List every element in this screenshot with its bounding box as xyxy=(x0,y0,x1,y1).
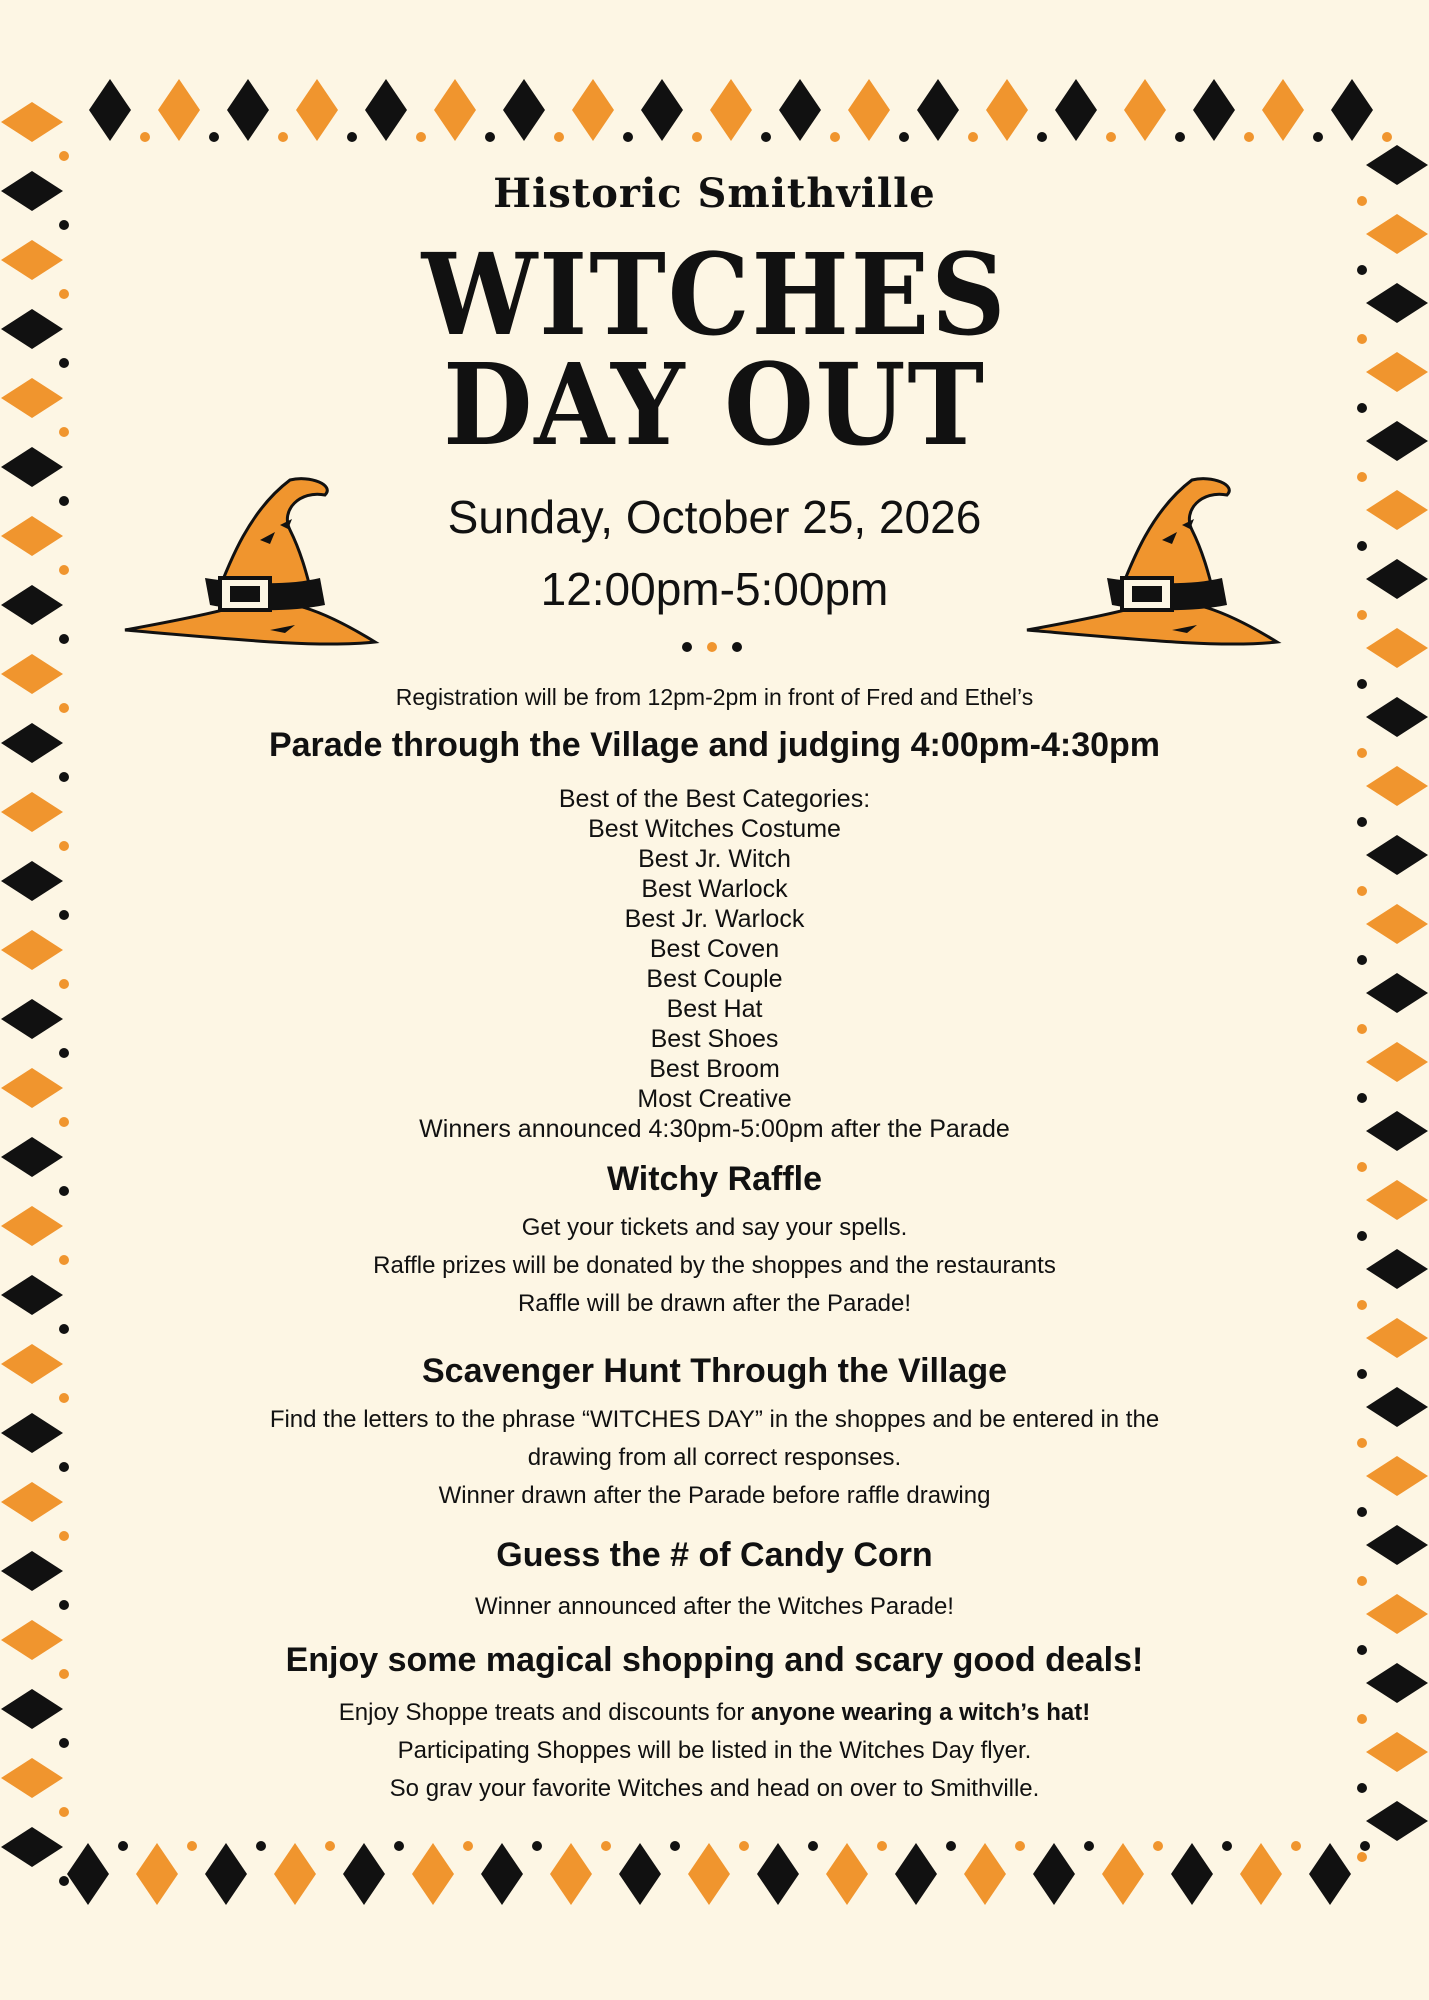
scavenger-section xyxy=(0,1352,1429,1391)
border-dot xyxy=(1244,132,1254,142)
border-diamond xyxy=(1240,1843,1282,1905)
border-diamond xyxy=(641,79,683,141)
border-dot xyxy=(1153,1841,1163,1851)
border-diamond xyxy=(550,1843,592,1905)
categories-list xyxy=(0,784,1429,1144)
border-dot xyxy=(278,132,288,142)
border-dot xyxy=(1015,1841,1025,1851)
border-dot xyxy=(808,1841,818,1851)
shopping-line xyxy=(0,1694,1429,1732)
border-diamond xyxy=(227,79,269,141)
list-item: Best Coven xyxy=(649,935,780,963)
border-dot xyxy=(554,132,564,142)
border-dot xyxy=(1313,132,1323,142)
border-dot xyxy=(1360,1841,1370,1851)
list-item: Best Shoes xyxy=(650,1025,779,1053)
candy-section xyxy=(0,1536,1429,1575)
border-dot xyxy=(59,220,69,230)
list-item: Best Witches Costume xyxy=(588,815,841,843)
border-diamond xyxy=(1055,79,1097,141)
parade-heading: Parade through the Village and judging 4:00pm-4:30pm xyxy=(268,726,1161,764)
border-dot xyxy=(946,1841,956,1851)
border-diamond xyxy=(779,79,821,141)
border-diamond xyxy=(986,79,1028,141)
border-diamond xyxy=(1,378,63,418)
border-diamond xyxy=(503,79,545,141)
border-diamond xyxy=(412,1843,454,1905)
border-dot xyxy=(1357,1852,1367,1862)
border-dot xyxy=(59,1876,69,1886)
border-dot xyxy=(601,1841,611,1851)
border-dot xyxy=(623,132,633,142)
border-dot xyxy=(1037,132,1047,142)
border-diamond xyxy=(757,1843,799,1905)
border-diamond xyxy=(1366,352,1428,392)
border-dot xyxy=(692,132,702,142)
list-item: Most Creative xyxy=(637,1085,792,1113)
border-diamond xyxy=(619,1843,661,1905)
candy-heading: Guess the # of Candy Corn xyxy=(496,1536,933,1574)
border-dot xyxy=(59,1807,69,1817)
border-dot xyxy=(59,151,69,161)
list-item: Best Jr. Warlock xyxy=(624,905,805,933)
raffle-heading: Witchy Raffle xyxy=(606,1160,823,1198)
border-dot xyxy=(256,1841,266,1851)
border-dot xyxy=(1106,132,1116,142)
border-dot xyxy=(485,132,495,142)
border-dot xyxy=(968,132,978,142)
border-diamond xyxy=(67,1843,109,1905)
border-diamond xyxy=(1033,1843,1075,1905)
event-date: Sunday, October 25, 2026 xyxy=(447,491,982,543)
border-diamond xyxy=(826,1843,868,1905)
border-dot xyxy=(670,1841,680,1851)
border-dot xyxy=(140,132,150,142)
border-dot xyxy=(1382,132,1392,142)
border-dot xyxy=(739,1841,749,1851)
border-dot xyxy=(1357,1576,1367,1586)
border-diamond xyxy=(895,1843,937,1905)
list-item: Best Hat xyxy=(666,995,763,1023)
scavenger-line: Winner drawn after the Parade before raffle drawing xyxy=(438,1482,991,1509)
page-title-line2: DAY OUT xyxy=(443,340,986,471)
scavenger-line: Find the letters to the phrase “WITCHES DAY” in the shoppes and be entered in the xyxy=(269,1406,1160,1433)
border-diamond xyxy=(1366,283,1428,323)
border-dot xyxy=(394,1841,404,1851)
border-diamond xyxy=(1309,1843,1351,1905)
border-diamond xyxy=(205,1843,247,1905)
winners-text: Winners announced 4:30pm-5:00pm after the Parade xyxy=(419,1115,1010,1143)
border-diamond xyxy=(1171,1843,1213,1905)
border-diamond xyxy=(1331,79,1373,141)
shopping-section xyxy=(0,1641,1429,1680)
border-dot xyxy=(347,132,357,142)
registration-text: Registration will be from 12pm-2pm in front of Fred and Ethel’s xyxy=(395,684,1034,710)
border-diamond xyxy=(1366,421,1428,461)
shopping-line-bold: anyone wearing a witch’s hat! xyxy=(751,1699,1091,1726)
page-title-line1: WITCHES xyxy=(421,230,1008,361)
border-diamond xyxy=(296,79,338,141)
border-diamond xyxy=(434,79,476,141)
border-dot xyxy=(1084,1841,1094,1851)
border-dot xyxy=(1291,1841,1301,1851)
border-diamond xyxy=(1193,79,1235,141)
border-diamond xyxy=(1,447,63,487)
scavenger-heading: Scavenger Hunt Through the Village xyxy=(421,1352,1008,1390)
raffle-line: Raffle will be drawn after the Parade! xyxy=(517,1290,912,1317)
shopping-text xyxy=(0,1694,1429,1808)
border-dot xyxy=(118,1841,128,1851)
border-diamond xyxy=(158,79,200,141)
candy-text: Winner announced after the Witches Parade! xyxy=(475,1593,954,1620)
border-dot xyxy=(877,1841,887,1851)
border-diamond xyxy=(964,1843,1006,1905)
border-diamond xyxy=(1262,79,1304,141)
raffle-line: Raffle prizes will be donated by the shoppes and the restaurants xyxy=(373,1252,1056,1279)
border-dot xyxy=(416,132,426,142)
border-diamond xyxy=(1,1827,63,1867)
border-dot xyxy=(1222,1841,1232,1851)
border-diamond xyxy=(89,79,131,141)
border-dot xyxy=(1357,472,1367,482)
dot-divider xyxy=(0,640,1429,654)
border-diamond xyxy=(848,79,890,141)
border-dot xyxy=(830,132,840,142)
shopping-heading: Enjoy some magical shopping and scary good deals! xyxy=(285,1641,1144,1679)
raffle-line: Get your tickets and say your spells. xyxy=(521,1214,908,1241)
border-diamond xyxy=(1366,214,1428,254)
border-diamond xyxy=(274,1843,316,1905)
subtitle: Historic Smithville xyxy=(493,170,936,217)
shopping-line: So grav your favorite Witches and head on over to Smithville. xyxy=(389,1775,1040,1802)
categories-title: Best of the Best Categories: xyxy=(558,785,871,813)
border-dot xyxy=(325,1841,335,1851)
border-dot xyxy=(187,1841,197,1851)
parade-section xyxy=(0,726,1429,765)
list-item: Best Warlock xyxy=(641,875,788,903)
border-dot xyxy=(209,132,219,142)
border-diamond xyxy=(343,1843,385,1905)
border-dot xyxy=(532,1841,542,1851)
border-diamond xyxy=(1102,1843,1144,1905)
border-diamond xyxy=(365,79,407,141)
border-diamond xyxy=(1,240,63,280)
event-time: 12:00pm-5:00pm xyxy=(540,563,889,615)
border-dot xyxy=(463,1841,473,1851)
border-dot xyxy=(899,132,909,142)
border-dot xyxy=(1175,132,1185,142)
shopping-line: Participating Shoppes will be listed in the Witches Day flyer. xyxy=(397,1737,1032,1764)
scavenger-line: drawing from all correct responses. xyxy=(527,1444,902,1471)
border-diamond xyxy=(481,1843,523,1905)
border-diamond xyxy=(917,79,959,141)
scavenger-text xyxy=(0,1401,1429,1515)
list-item: Best Jr. Witch xyxy=(638,845,791,873)
raffle-section xyxy=(0,1160,1429,1199)
list-item: Best Broom xyxy=(649,1055,780,1083)
border-diamond xyxy=(1,102,63,142)
list-item: Best Couple xyxy=(646,965,783,993)
border-dot xyxy=(59,1324,69,1334)
border-dot xyxy=(59,772,69,782)
border-diamond xyxy=(136,1843,178,1905)
shopping-line-prefix: Enjoy Shoppe treats and discounts for xyxy=(338,1699,752,1726)
border-dot xyxy=(761,132,771,142)
border-diamond xyxy=(688,1843,730,1905)
border-diamond xyxy=(1,309,63,349)
border-diamond xyxy=(572,79,614,141)
raffle-text xyxy=(0,1209,1429,1323)
border-diamond xyxy=(710,79,752,141)
border-diamond xyxy=(1124,79,1166,141)
